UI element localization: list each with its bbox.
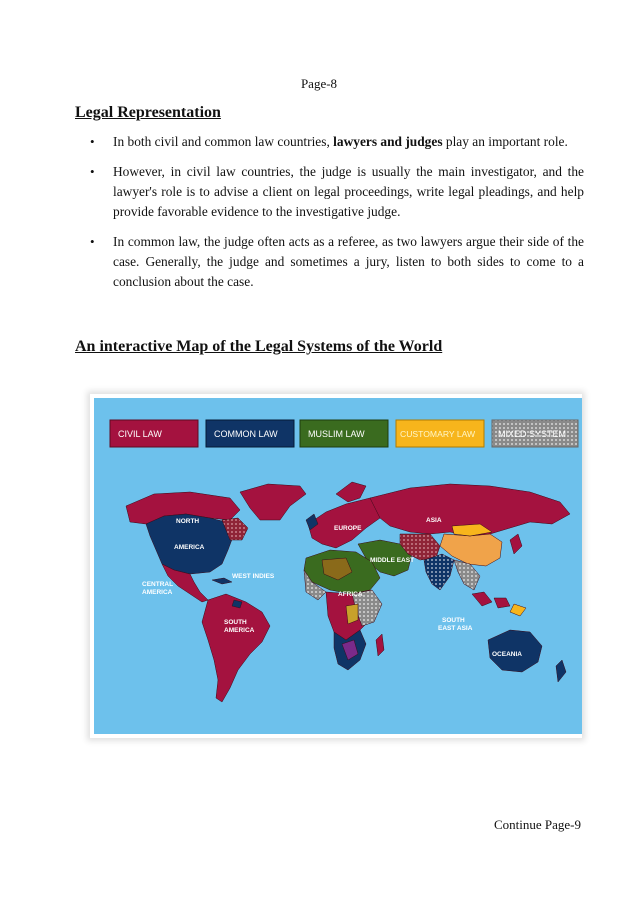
- legend-common-law[interactable]: [206, 420, 294, 447]
- bullet-bold-text: lawyers and judges: [333, 134, 443, 149]
- label-middle-east: MIDDLE EAST: [370, 557, 415, 564]
- label-europe: EUROPE: [334, 525, 362, 532]
- label-central-america-1: CENTRAL: [142, 581, 174, 588]
- legend-label: CIVIL LAW: [118, 429, 162, 439]
- legend-label: MIXED SYSTEM: [498, 429, 567, 439]
- label-south-america-2: AMERICA: [224, 627, 255, 634]
- map-legend: [110, 420, 578, 447]
- bullet-item: [76, 232, 584, 292]
- label-central-america-2: AMERICA: [142, 589, 173, 596]
- legend-label: COMMON LAW: [214, 429, 278, 439]
- legend-civil-law[interactable]: [110, 420, 198, 447]
- bullet-text: play an important role.: [442, 134, 568, 149]
- bullet-icon: •: [90, 164, 95, 179]
- page-number: Page-8: [300, 76, 338, 91]
- label-africa: AFRICA: [338, 591, 363, 598]
- continue-page-note: Continue Page-9: [494, 817, 582, 832]
- legend-muslim-law[interactable]: [300, 420, 388, 447]
- section-heading-map: An interactive Map of the Legal Systems of the World: [75, 338, 443, 355]
- label-south-america-1: SOUTH: [224, 619, 247, 626]
- legend-label: MUSLIM LAW: [308, 429, 365, 439]
- label-asia: ASIA: [426, 517, 442, 524]
- label-south-east-asia-2: EAST ASIA: [438, 625, 473, 632]
- bullet-text: In both civil and common law countries,: [113, 134, 334, 149]
- section-heading-legal-representation: Legal Representation: [75, 104, 221, 121]
- map-svg: [90, 394, 582, 738]
- label-south-east-asia-1: SOUTH: [442, 617, 465, 624]
- legend-mixed-system[interactable]: [492, 420, 578, 447]
- label-north-america-1: NORTH: [176, 518, 200, 525]
- label-oceania: OCEANIA: [492, 651, 522, 658]
- bullet-text: In common law, the judge often acts as a referee, as two lawyers argue their side of the case. Generally, the judge and sometimes a jury, listen to both sides to come to a conclusion about the case.: [113, 234, 584, 289]
- bullet-icon: •: [90, 134, 95, 149]
- world-legal-systems-map[interactable]: [90, 394, 582, 738]
- label-west-indies: WEST INDIES: [232, 573, 275, 580]
- bullet-text: However, in civil law countries, the judge is usually the main investigator, and the lawyer's role is to advise a client on legal proceedings, write legal pleadings, and help provide favorable evidence to the investigative judge.: [113, 164, 584, 219]
- bullet-item: [76, 132, 584, 152]
- bullet-list: [76, 132, 584, 302]
- bullet-icon: •: [90, 234, 95, 249]
- bullet-item: [76, 162, 584, 222]
- label-north-america-2: AMERICA: [174, 544, 205, 551]
- legend-customary-law[interactable]: [396, 420, 484, 447]
- legend-label: CUSTOMARY LAW: [400, 429, 476, 439]
